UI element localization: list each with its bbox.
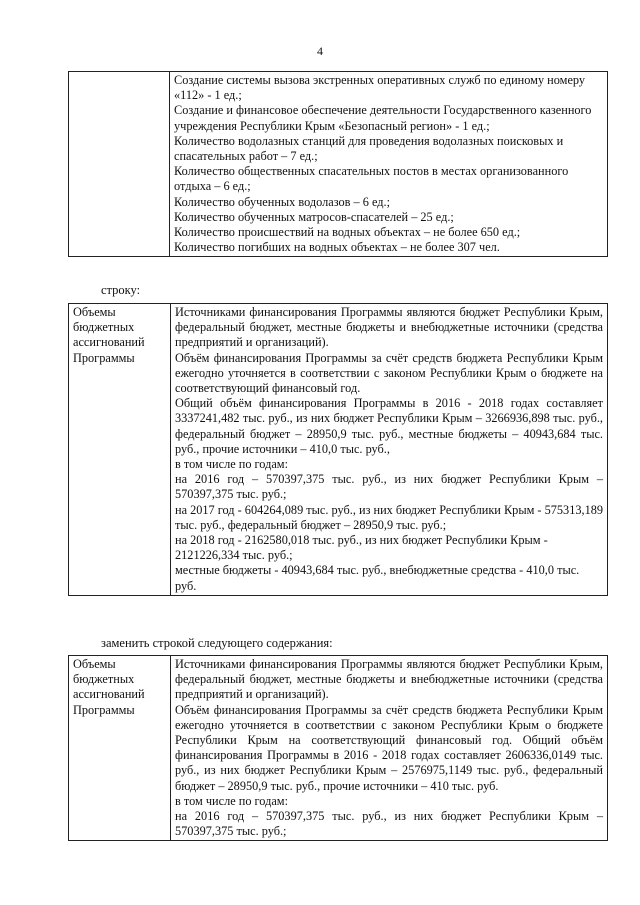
- table-row: [69, 304, 608, 596]
- indicators-table: [68, 71, 608, 257]
- table-row: [69, 656, 608, 841]
- paragraph: на 2016 год – 570397,375 тыс. руб., из них бюджет Республики Крым – 570397,375 тыс. руб.;: [175, 809, 603, 839]
- paragraph: в том числе по годам:: [175, 457, 289, 472]
- page-number: 4: [317, 44, 323, 58]
- paragraph: на 2017 год - 604264,089 тыс. руб., из них бюджет Республики Крым - 575313,189 тыс. руб., федеральный бюджет – 28950,9 тыс. руб.;: [175, 502, 604, 532]
- indicator-line: Количество происшествий на водных объектах – не более 650 ед.;: [174, 225, 521, 240]
- paragraph: на 2016 год – 570397,375 тыс. руб., из них бюджет Республики Крым – 570397,375 тыс. руб.;: [175, 472, 603, 502]
- indicator-line: Количество водолазных станций для проведения водолазных поисковых и спасательных работ – 7 ед.;: [174, 133, 564, 164]
- indicator-line: Создание и финансовое обеспечение деятельности Государственного казенного учреждения Республики Крым «Безопасный регион» - 1 ед.;: [174, 103, 592, 133]
- indicator-line: Количество обученных водолазов – 6 ед.;: [174, 194, 391, 209]
- old-funding-table: [68, 303, 608, 596]
- funding-cell: [171, 656, 608, 841]
- paragraph: Объём финансирования Программы за счёт средств бюджета Республики Крым ежегодно уточняется в соответствии с законом Республики Крым о бюджете Республики Крым на соответствующий финансовый год. Общий объём финансирования Программы в 2016 - 2018 годах составляет 2606336,0149 тыс. руб., из них бюджет Республики Крым – 2576975,1149 тыс. руб., федеральный бюджет – 28950,9 тыс. руб., прочие источники – 410 тыс. руб.: [175, 702, 603, 793]
- paragraph: Общий объём финансирования Программы в 2016 - 2018 годах составляет 3337241,482 тыс. руб., из них бюджет Республики Крым – 3266936,898 тыс. руб., федеральный бюджет – 28950,9 тыс. руб., местные бюджеты – 40943,684 тыс. руб., прочие источники – 410,0 тыс. руб.,: [175, 396, 603, 456]
- paragraph: в том числе по годам:: [175, 793, 289, 808]
- paragraph: Источниками финансирования Программы являются бюджет Республики Крым, федеральный бюджет, местные бюджеты и внебюджетные источники (средства предприятий и организаций).: [175, 657, 603, 702]
- caption-row-old: строку:: [101, 283, 141, 297]
- paragraph: Источниками финансирования Программы являются бюджет Республики Крым, федеральный бюджет, местные бюджеты и внебюджетные источники (средства предприятий и организаций).: [175, 305, 603, 350]
- row-label: Объемы бюджетных ассигнований Программы: [69, 304, 171, 596]
- paragraph: Объём финансирования Программы за счёт средств бюджета Республики Крым ежегодно уточняется в соответствии с законом Республики Крым о бюджете на соответствующий финансовый год.: [175, 350, 603, 396]
- indicator-line: Создание системы вызова экстренных оперативных служб по единому номеру «112» - 1 ед.;: [174, 73, 586, 103]
- indicator-line: Количество обученных матросов-спасателей – 25 ед.;: [174, 209, 454, 224]
- caption-replace: заменить строкой следующего содержания:: [101, 636, 333, 650]
- empty-label-cell: [69, 72, 170, 257]
- paragraph: местные бюджеты - 40943,684 тыс. руб., внебюджетные средства - 410,0 тыс. руб.: [175, 563, 580, 593]
- indicators-cell: [170, 72, 608, 257]
- paragraph: на 2018 год - 2162580,018 тыс. руб., из них бюджет Республики Крым - 2121226,334 тыс. руб.;: [175, 533, 548, 563]
- indicator-line: Количество общественных спасательных постов в местах организованного отдыха – 6 ед.;: [174, 164, 569, 194]
- table-row: [69, 72, 608, 257]
- indicator-line: Количество погибших на водных объектах – не более 307 чел.: [174, 240, 500, 255]
- funding-cell: [171, 304, 608, 596]
- new-funding-table: [68, 655, 608, 841]
- row-label: Объемы бюджетных ассигнований Программы: [69, 656, 171, 841]
